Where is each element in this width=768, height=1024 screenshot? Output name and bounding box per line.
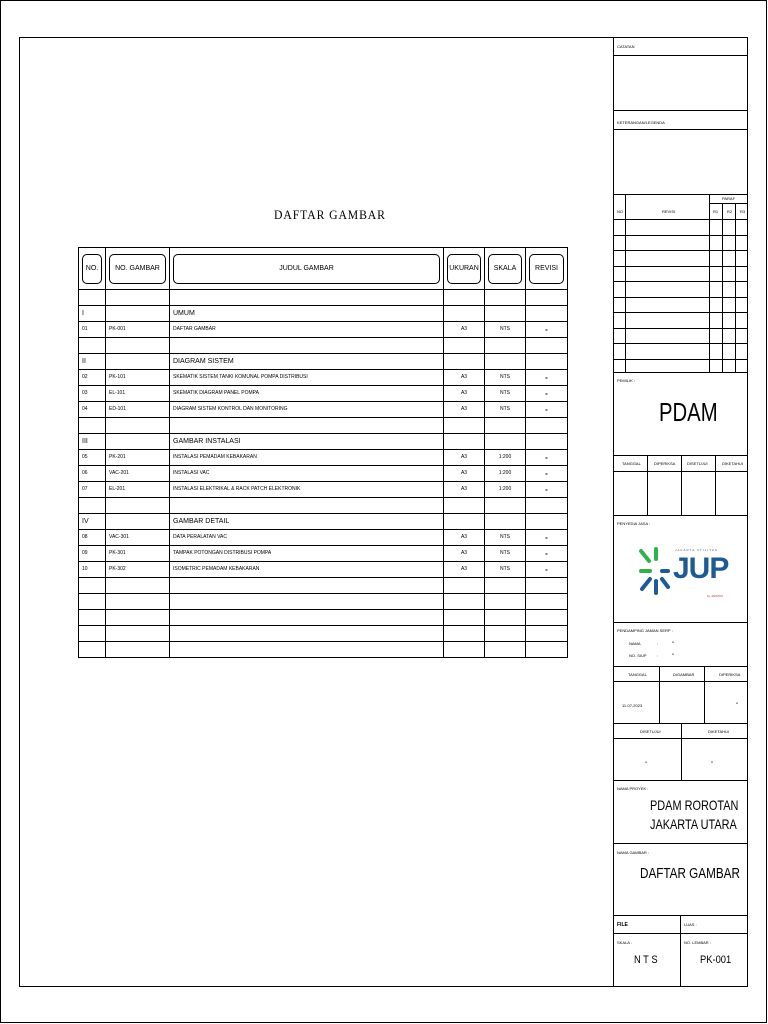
cell-rev <box>526 418 568 434</box>
divider <box>613 55 748 56</box>
header-revisi: REVISI <box>526 248 568 290</box>
colon: : <box>657 641 659 646</box>
nosiup-label: NO. SIUP <box>629 653 647 658</box>
cell-rev <box>526 578 568 594</box>
table-row <box>79 514 568 530</box>
table-row <box>79 530 568 546</box>
gambar-label: NAMA GAMBAR : <box>617 850 650 855</box>
cell-title: SKEMATIK SISTEM TANKI KOMUNAL POMPA DISTRIBUSI <box>170 370 444 386</box>
cell-title <box>170 594 444 610</box>
col-digambar: DIGAMBAR <box>673 672 695 677</box>
cell-size: A3 <box>444 402 485 418</box>
cell-size <box>444 498 485 514</box>
keterangan-label: KETERANGAN/LEGENDA <box>617 120 665 125</box>
cell-rev: - <box>526 546 568 562</box>
cell-size: A3 <box>444 466 485 482</box>
divider <box>613 266 748 267</box>
cell-no: III <box>79 434 106 450</box>
table-row <box>79 642 568 658</box>
jup-logo-tagline: JAKARTA UTILITAS <box>675 548 718 552</box>
cell-title: DAFTAR GAMBAR <box>170 322 444 338</box>
divider <box>681 723 682 780</box>
cell-scale: NTS <box>485 322 526 338</box>
cell-code <box>106 514 170 530</box>
header-no: NO. <box>79 248 106 290</box>
cell-code <box>106 306 170 322</box>
header-judul-gambar: JUDUL GAMBAR <box>170 248 444 290</box>
divider <box>613 666 748 667</box>
cell-size <box>444 354 485 370</box>
cell-title: UMUM <box>170 306 444 322</box>
divider <box>613 194 748 195</box>
cell-code: VAC-301 <box>106 530 170 546</box>
nama-label: NAMA <box>629 641 641 646</box>
cell-title: DIAGRAM SISTEM <box>170 354 444 370</box>
cell-scale: 1:200 <box>485 482 526 498</box>
cell-title <box>170 578 444 594</box>
cell-code <box>106 290 170 306</box>
divider <box>613 250 748 251</box>
divider <box>613 219 748 220</box>
cell-size <box>444 290 485 306</box>
revisi-label: REVISI <box>662 209 676 214</box>
cell-no: IV <box>79 514 106 530</box>
cell-size: A3 <box>444 530 485 546</box>
cell-no: 06 <box>79 466 106 482</box>
drawing-list-table <box>78 247 568 658</box>
divider <box>613 312 748 313</box>
divider <box>704 666 705 723</box>
cell-no: 02 <box>79 370 106 386</box>
divider <box>613 372 748 373</box>
cell-scale <box>485 578 526 594</box>
cell-no: 09 <box>79 546 106 562</box>
cell-rev: - <box>526 386 568 402</box>
cell-rev <box>526 290 568 306</box>
cell-code: ED-101 <box>106 402 170 418</box>
table-row <box>79 434 568 450</box>
table-row <box>79 498 568 514</box>
cell-rev: - <box>526 322 568 338</box>
cell-scale: NTS <box>485 530 526 546</box>
cell-size <box>444 418 485 434</box>
page-title: DAFTAR GAMBAR <box>274 207 386 222</box>
cell-rev: - <box>526 482 568 498</box>
approval-disetujui: DISETUJUI <box>687 461 708 466</box>
cell-title <box>170 610 444 626</box>
divider <box>680 915 681 987</box>
gambar-name: DAFTAR GAMBAR <box>640 865 740 882</box>
cell-scale: NTS <box>485 562 526 578</box>
cell-title <box>170 626 444 642</box>
paraf-r1: R1 <box>713 209 719 214</box>
cell-no <box>79 578 106 594</box>
cell-rev: - <box>526 562 568 578</box>
cell-no: 07 <box>79 482 106 498</box>
proyek-label: NAMA PROYEK : <box>617 786 649 791</box>
cell-scale <box>485 306 526 322</box>
cell-size <box>444 434 485 450</box>
skala-value: N T S <box>634 954 658 966</box>
table-row <box>79 594 568 610</box>
cell-title: SKEMATIK DIAGRAM PANEL POMPA <box>170 386 444 402</box>
divider <box>681 455 682 515</box>
cell-size <box>444 642 485 658</box>
cell-scale: 1:200 <box>485 450 526 466</box>
proyek-line-2: JAKARTA UTARA <box>650 816 737 832</box>
cell-rev: - <box>526 370 568 386</box>
cell-size <box>444 610 485 626</box>
nolembar-value: PK-001 <box>700 954 732 966</box>
cell-code <box>106 418 170 434</box>
cell-no: 10 <box>79 562 106 578</box>
jup-logo-text: JUP <box>673 552 729 585</box>
disetujui-value: - <box>645 760 647 766</box>
divider <box>613 281 748 282</box>
cell-rev <box>526 338 568 354</box>
cell-no <box>79 642 106 658</box>
cell-no <box>79 610 106 626</box>
cell-scale <box>485 338 526 354</box>
cell-title: DIAGRAM SISTEM KONTROL DAN MONITORING <box>170 402 444 418</box>
cell-no <box>79 290 106 306</box>
table-row <box>79 322 568 338</box>
col-disetujui: DISETUJUI <box>640 729 661 734</box>
cell-code: PK-301 <box>106 546 170 562</box>
diketahui-value: - <box>711 760 713 766</box>
table-row <box>79 466 568 482</box>
cell-scale <box>485 434 526 450</box>
cell-title: INSTALASI VAC <box>170 466 444 482</box>
divider <box>613 780 748 781</box>
cell-no <box>79 338 106 354</box>
table-row <box>79 450 568 466</box>
cell-no <box>79 626 106 642</box>
divider <box>715 455 716 515</box>
cell-no <box>79 498 106 514</box>
colon: : <box>657 653 659 658</box>
jup-logo-mark-icon <box>637 545 671 601</box>
cell-title: ISOMETRIC PEMADAM KEBAKARAN <box>170 562 444 578</box>
divider <box>625 194 626 372</box>
cell-code: PK-201 <box>106 450 170 466</box>
cell-size: A3 <box>444 370 485 386</box>
table-row <box>79 562 568 578</box>
proyek-line-1: PDAM ROROTAN <box>650 797 739 813</box>
divider <box>613 343 748 344</box>
cell-size <box>444 594 485 610</box>
cell-no: 01 <box>79 322 106 338</box>
approval-diperiksa: DIPERIKSA <box>654 461 676 466</box>
rev-no-label: NO <box>617 209 623 214</box>
cell-scale <box>485 354 526 370</box>
cell-no: 04 <box>79 402 106 418</box>
cell-scale: 1:200 <box>485 466 526 482</box>
jup-logo <box>637 545 729 601</box>
cell-rev: - <box>526 466 568 482</box>
cell-code <box>106 594 170 610</box>
cell-code <box>106 434 170 450</box>
nolembar-label: NO. LEMBAR : <box>684 940 711 945</box>
cell-rev <box>526 306 568 322</box>
cell-title <box>170 418 444 434</box>
divider <box>659 666 660 723</box>
file-label: FILE <box>617 922 628 928</box>
cell-rev <box>526 434 568 450</box>
cell-scale <box>485 642 526 658</box>
divider <box>613 235 748 236</box>
pemilik-name: PDAM <box>659 397 718 427</box>
col-diperiksa: DIPERIKSA <box>719 672 741 677</box>
jup-logo-sub: by JAKPRO <box>707 594 724 598</box>
cell-rev <box>526 354 568 370</box>
cell-title: INSTALASI PEMADAM KEBAKARAN <box>170 450 444 466</box>
divider <box>613 328 748 329</box>
cell-title <box>170 290 444 306</box>
cell-size: A3 <box>444 546 485 562</box>
divider <box>613 681 748 682</box>
cell-code <box>106 642 170 658</box>
divider <box>709 203 748 204</box>
cell-title <box>170 642 444 658</box>
col-diketahui: DIKETAHUI <box>708 729 730 734</box>
cell-scale <box>485 290 526 306</box>
cell-title <box>170 338 444 354</box>
cell-no: I <box>79 306 106 322</box>
header-skala: SKALA <box>485 248 526 290</box>
table-row <box>79 306 568 322</box>
cell-code: VAC-201 <box>106 466 170 482</box>
divider <box>722 203 723 372</box>
cell-rev: - <box>526 530 568 546</box>
cell-scale <box>485 498 526 514</box>
tanggal-value: 11-07-2023 <box>622 703 643 708</box>
table-row <box>79 402 568 418</box>
cell-rev <box>526 626 568 642</box>
table-row <box>79 610 568 626</box>
paraf-r3: R3 <box>740 209 746 214</box>
cell-size <box>444 578 485 594</box>
divider <box>709 194 710 372</box>
cell-rev: - <box>526 402 568 418</box>
cell-no <box>79 594 106 610</box>
cell-scale: NTS <box>485 402 526 418</box>
cell-code: PK-101 <box>106 370 170 386</box>
penyedia-label: PENYEDIA JASA : <box>617 521 651 526</box>
divider <box>735 203 736 372</box>
cell-no: 03 <box>79 386 106 402</box>
cell-title: INSTALASI ELEKTRIKAL & RACK PATCH ELEKTRONIK <box>170 482 444 498</box>
cell-title: GAMBAR DETAIL <box>170 514 444 530</box>
table-row <box>79 338 568 354</box>
diperiksa-value: - <box>736 701 738 707</box>
cell-title: GAMBAR INSTALASI <box>170 434 444 450</box>
cell-code <box>106 578 170 594</box>
cell-no <box>79 418 106 434</box>
table-row <box>79 626 568 642</box>
table-header-row <box>79 248 568 290</box>
cell-size <box>444 338 485 354</box>
paraf-label: PARAF <box>722 196 736 201</box>
cell-title <box>170 498 444 514</box>
divider <box>613 359 748 360</box>
cell-rev <box>526 594 568 610</box>
table-row <box>79 386 568 402</box>
cell-rev <box>526 498 568 514</box>
tb-left-border <box>613 37 614 987</box>
col-tanggal: TANGGAL <box>628 672 647 677</box>
catatan-label: CATATAN <box>617 44 635 49</box>
table-row <box>79 418 568 434</box>
cell-code <box>106 338 170 354</box>
divider <box>613 515 748 516</box>
cell-rev: - <box>526 450 568 466</box>
cell-size <box>444 626 485 642</box>
cell-size: A3 <box>444 386 485 402</box>
cell-title: DATA PERALATAN VAC <box>170 530 444 546</box>
luas-label: LUAS : <box>684 922 697 927</box>
pendamping-label: PENDAMPING JAMAN SERP : <box>617 628 673 633</box>
cell-code <box>106 626 170 642</box>
skala-label: SKALA : <box>617 940 632 945</box>
approval-diketahui: DIKETAHUI <box>722 461 744 466</box>
table-row <box>79 546 568 562</box>
cell-scale: NTS <box>485 386 526 402</box>
cell-size: A3 <box>444 562 485 578</box>
cell-scale <box>485 418 526 434</box>
cell-size: A3 <box>444 450 485 466</box>
divider <box>647 455 648 515</box>
cell-code <box>106 610 170 626</box>
cell-code: EL-101 <box>106 386 170 402</box>
cell-code <box>106 354 170 370</box>
divider <box>613 622 748 623</box>
table-row <box>79 354 568 370</box>
cell-code <box>106 498 170 514</box>
cell-size: A3 <box>444 482 485 498</box>
cell-code: PK-302 <box>106 562 170 578</box>
cell-scale <box>485 594 526 610</box>
cell-no: II <box>79 354 106 370</box>
cell-no: 08 <box>79 530 106 546</box>
table-row <box>79 370 568 386</box>
cell-code: PK-001 <box>106 322 170 338</box>
divider <box>613 110 748 111</box>
cell-code: EL-201 <box>106 482 170 498</box>
paraf-r2: R2 <box>727 209 733 214</box>
cell-scale <box>485 610 526 626</box>
cell-rev <box>526 514 568 530</box>
table-row <box>79 578 568 594</box>
nama-value: - <box>672 640 674 646</box>
cell-size <box>444 306 485 322</box>
approval-tanggal: TANGGAL <box>622 461 641 466</box>
cell-rev <box>526 610 568 626</box>
cell-size <box>444 514 485 530</box>
pemilik-label: PEMILIK : <box>617 378 636 383</box>
table-row <box>79 482 568 498</box>
cell-scale <box>485 626 526 642</box>
cell-scale <box>485 514 526 530</box>
nosiup-value: - <box>672 652 674 658</box>
header-ukuran: UKURAN <box>444 248 485 290</box>
cell-no: 05 <box>79 450 106 466</box>
cell-title: TAMPAK POTONGAN DISTRIBUSI POMPA <box>170 546 444 562</box>
table-row <box>79 290 568 306</box>
cell-size: A3 <box>444 322 485 338</box>
cell-scale: NTS <box>485 370 526 386</box>
cell-scale: NTS <box>485 546 526 562</box>
divider <box>613 843 748 844</box>
cell-rev <box>526 642 568 658</box>
header-no-gambar: NO. GAMBAR <box>106 248 170 290</box>
divider <box>613 129 748 130</box>
divider <box>613 297 748 298</box>
